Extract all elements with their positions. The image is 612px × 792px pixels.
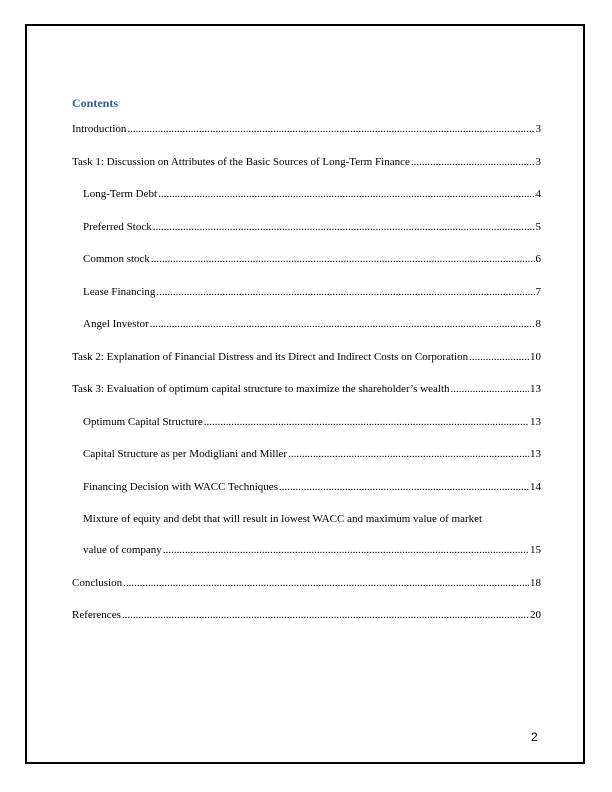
- toc-dot-leader: [123, 576, 529, 590]
- toc-dot-leader: [153, 220, 535, 234]
- toc-dot-leader: [451, 382, 529, 396]
- toc-entry-equity-debt-mixture[interactable]: [72, 512, 541, 557]
- toc-entry-conclusion[interactable]: [72, 576, 541, 590]
- toc-entry-modigliani-miller[interactable]: [72, 447, 541, 461]
- toc-entry-page: 15: [530, 544, 541, 556]
- toc-entry-title: References: [72, 609, 121, 621]
- toc-entry-task-1[interactable]: [72, 155, 541, 169]
- table-of-contents: [72, 95, 541, 641]
- toc-entry-page: 5: [535, 220, 541, 233]
- toc-dot-leader: [127, 122, 534, 136]
- toc-heading: Contents: [72, 96, 119, 110]
- toc-entry-title: Optimum Capital Structure: [83, 415, 203, 428]
- toc-entry-title: Conclusion: [72, 576, 123, 589]
- toc-dot-leader: [204, 415, 529, 429]
- toc-entry-references[interactable]: [72, 608, 541, 622]
- toc-entry-angel-investor[interactable]: [72, 317, 541, 331]
- toc-entry-title: Introduction: [72, 123, 127, 135]
- toc-entry-page: 13: [530, 448, 541, 460]
- toc-entry-title-line1: Mixture of equity and debt that will result in lowest WACC and maximum value of market: [83, 513, 483, 525]
- toc-entry-task-3[interactable]: [72, 382, 541, 396]
- toc-entry-long-term-debt[interactable]: [72, 187, 541, 201]
- toc-entry-title: Capital Structure as per Modigliani and Miller: [83, 448, 288, 460]
- toc-dot-leader: [288, 447, 529, 461]
- toc-dot-leader: [151, 252, 535, 266]
- toc-entry-page: 8: [535, 318, 541, 330]
- toc-entry-optimum-capital-structure[interactable]: [72, 415, 541, 429]
- toc-entry-title: Task 2: Explanation of Financial Distress and its Direct and Indirect Costs on Corporation: [72, 350, 469, 363]
- toc-entry-title: Task 1: Discussion on Attributes of the Basic Sources of Long-Term Finance: [72, 155, 410, 168]
- toc-entry-title: Common stock: [83, 253, 150, 265]
- toc-entry-page: 13: [530, 383, 541, 395]
- toc-dot-leader: [279, 480, 529, 494]
- toc-entry-page: 4: [535, 188, 541, 200]
- toc-entry-title: Task 3: Evaluation of optimum capital structure to maximize the shareholder’s wealth: [72, 383, 450, 395]
- toc-entry-wacc-techniques[interactable]: [72, 480, 541, 494]
- toc-entry-title: Angel Investor: [83, 318, 149, 330]
- toc-entry-preferred-stock[interactable]: [72, 220, 541, 234]
- toc-entry-title: Long-Term Debt: [83, 188, 158, 200]
- toc-entry-page: 18: [530, 576, 541, 589]
- toc-entry-page: 6: [535, 253, 541, 265]
- toc-entry-lease-financing[interactable]: [72, 285, 541, 299]
- toc-entry-common-stock[interactable]: [72, 252, 541, 266]
- toc-entry-page: 20: [530, 609, 541, 621]
- toc-dot-leader: [411, 155, 535, 169]
- toc-entry-introduction[interactable]: [72, 122, 541, 136]
- page-number: 2: [531, 730, 538, 744]
- toc-entry-page: 10: [530, 350, 541, 363]
- toc-entry-page: 3: [535, 155, 541, 168]
- toc-dot-leader: [122, 608, 529, 622]
- toc-entry-task-2[interactable]: [72, 350, 541, 364]
- toc-entry-page: 7: [535, 285, 541, 298]
- toc-entry-title: Lease Financing: [83, 285, 156, 298]
- toc-dot-leader: [156, 285, 534, 299]
- toc-dot-leader: [163, 543, 529, 557]
- toc-entry-page: 3: [535, 123, 541, 135]
- toc-entry-title: Financing Decision with WACC Techniques: [83, 480, 278, 493]
- toc-entry-title: Preferred Stock: [83, 220, 152, 233]
- toc-entry-title: value of company: [83, 544, 162, 556]
- toc-dot-leader: [150, 317, 535, 331]
- toc-entry-page: 13: [530, 415, 541, 428]
- toc-dot-leader: [158, 187, 534, 201]
- toc-dot-leader: [469, 350, 529, 364]
- toc-entry-page: 14: [530, 480, 541, 493]
